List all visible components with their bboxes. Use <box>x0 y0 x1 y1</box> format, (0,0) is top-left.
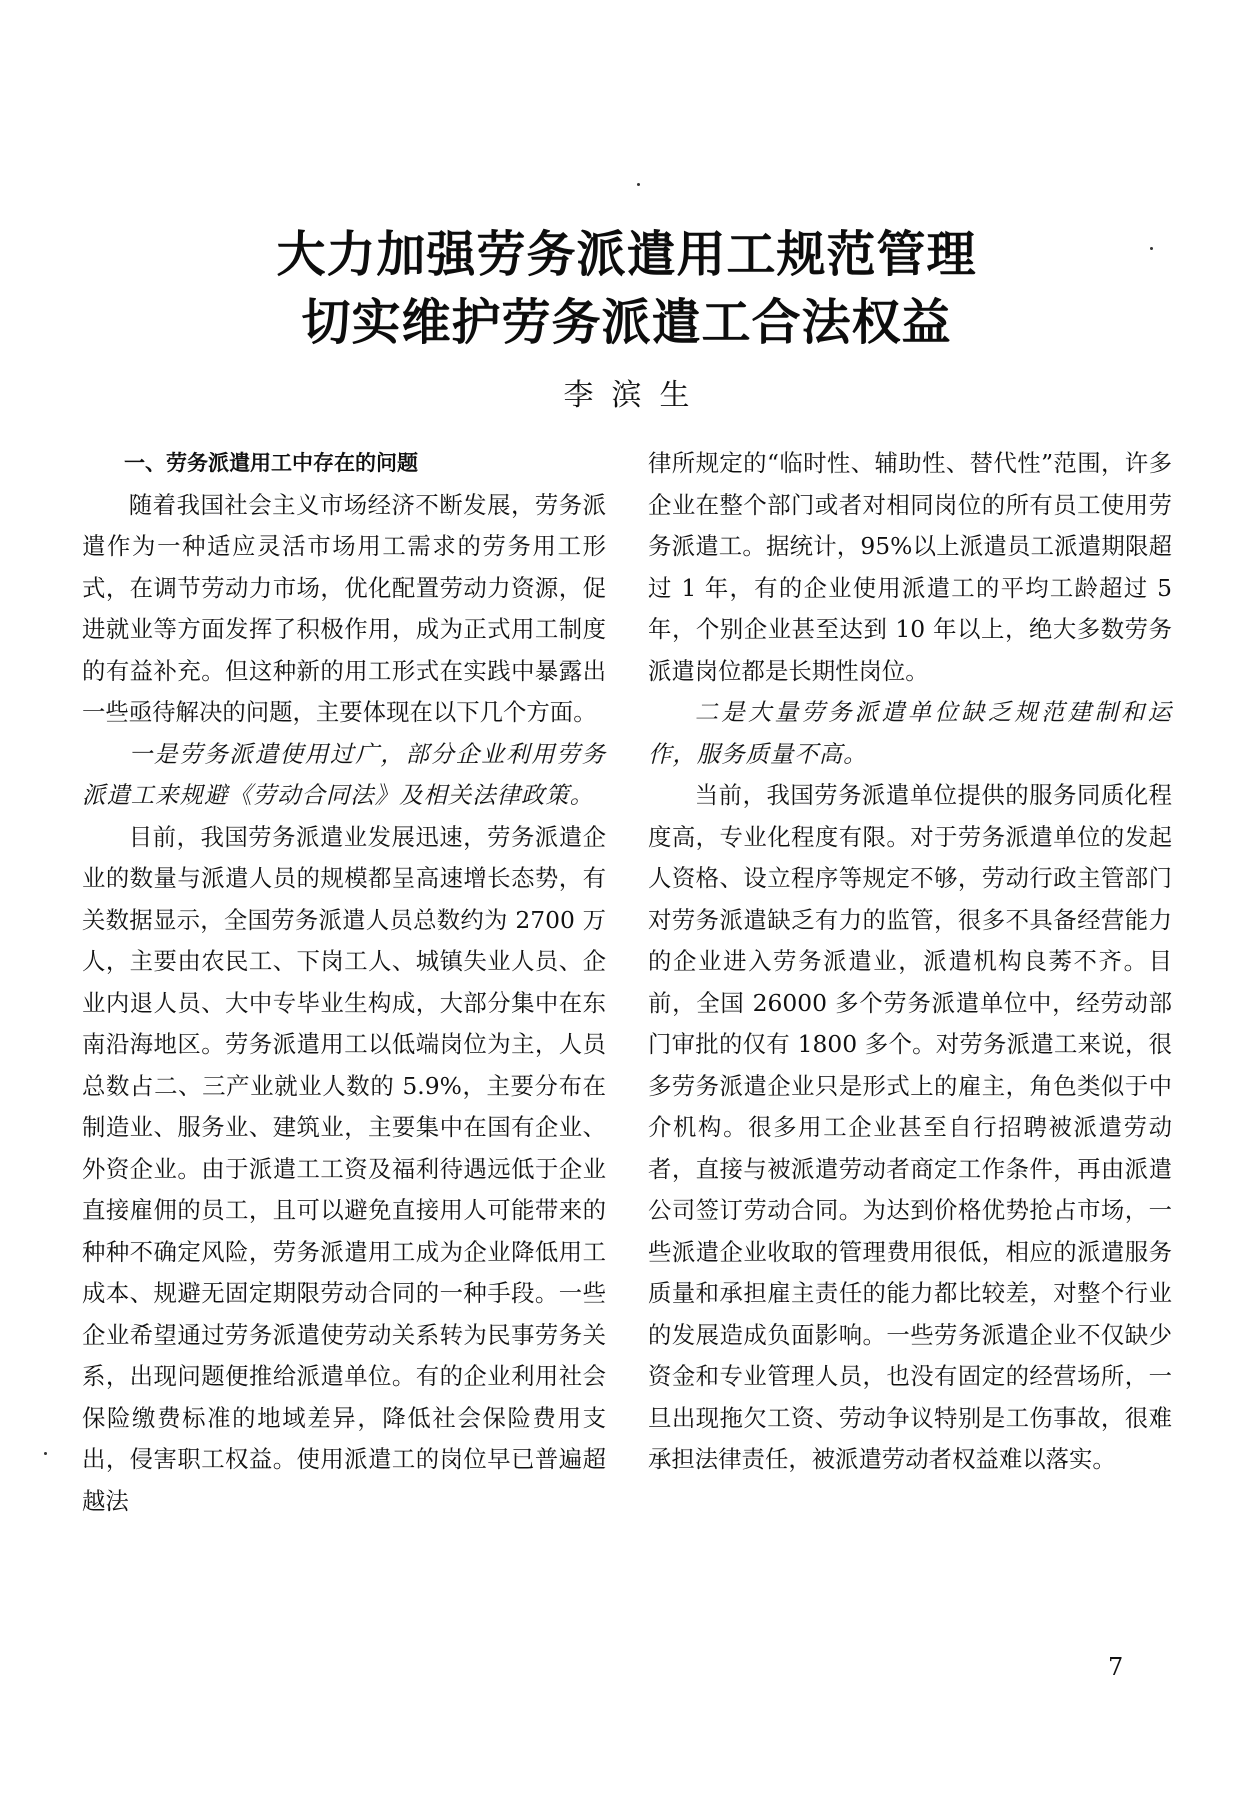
paragraph-continued: 律所规定的“临时性、辅助性、替代性”范围，许多企业在整个部门或者对相同岗位的所有员工使用劳务派遣工。据统计，95%以上派遣员工派遣期限超过 1 年，有的企业使用派遣工的平均工龄超过 5 年，个别企业甚至达到 10 年以上，绝大多数劳务派遣岗位都是长期性岗位。 <box>648 449 1172 685</box>
left-column <box>82 443 606 1522</box>
right-column <box>648 443 1172 1481</box>
point-two-heading: 二是大量劳务派遣单位缺乏规范建制和运作，服务质量不高。 <box>648 698 1172 768</box>
page-number: 7 <box>1108 1653 1124 1681</box>
section-heading: 一、劳务派遣用工中存在的问题 <box>124 451 418 475</box>
scan-speck <box>637 183 640 186</box>
article-title-line-2: 切实维护劳务派遣工合法权益 <box>301 294 952 351</box>
article-title-line-1: 大力加强劳务派遣用工规范管理 <box>276 226 977 283</box>
scan-speck <box>1150 247 1153 250</box>
scan-speck <box>44 1452 47 1455</box>
author-name: 李滨生 <box>563 378 708 413</box>
point-one-heading: 一是劳务派遣使用过广，部分企业利用劳务派遣工来规避《劳动合同法》及相关法律政策。 <box>82 739 606 809</box>
paragraph-intro: 随着我国社会主义市场经济不断发展，劳务派遣作为一种适应灵活市场用工需求的劳务用工形式，在调节劳动力市场，优化配置劳动力资源，促进就业等方面发挥了积极作用，成为正式用工制度的有益补充。但这种新的用工形式在实践中暴露出一些亟待解决的问题，主要体现在以下几个方面。 <box>82 490 606 726</box>
paragraph-current-status: 目前，我国劳务派遣业发展迅速，劳务派遣企业的数量与派遣人员的规模都呈高速增长态势，有关数据显示，全国劳务派遣人员总数约为 2700 万人，主要由农民工、下岗工人、城镇失业人员、企业内退人员、大中专毕业生构成，大部分集中在东南沿海地区。劳务派遣用工以低端岗位为主，人员总数占二、三产业就业人数的 5.9%，主要分布在制造业、服务业、建筑业，主要集中在国有企业、外资企业。由于派遣工工资及福利待遇远低于企业直接雇佣的员工，且可以避免直接用人可能带来的种种不确定风险，劳务派遣用工成为企业降低用工成本、规避无固定期限劳动合同的一种手段。一些企业希望通过劳务派遣使劳动关系转为民事劳务关系，出现问题便推给派遣单位。有的企业利用社会保险缴费标准的地域差异，降低社会保险费用支出，侵害职工权益。使用派遣工的岗位早已普遍超越法 <box>82 822 606 1515</box>
paragraph-agency-quality: 当前，我国劳务派遣单位提供的服务同质化程度高，专业化程度有限。对于劳务派遣单位的发起人资格、设立程序等规定不够，劳动行政主管部门对劳务派遣缺乏有力的监管，很多不具备经营能力的企业进入劳务派遣业，派遣机构良莠不齐。目前，全国 26000 多个劳务派遣单位中，经劳动部门审批的仅有 1800 多个。对劳务派遣工来说，很多劳务派遣企业只是形式上的雇主，角色类似于中介机构。很多用工企业甚至自行招聘被派遣劳动者，直接与被派遣劳动者商定工作条件，再由派遣公司签订劳动合同。为达到价格优势抢占市场，一些派遣企业收取的管理费用很低，相应的派遣服务质量和承担雇主责任的能力都比较差，对整个行业的发展造成负面影响。一些劳务派遣企业不仅缺少资金和专业管理人员，也没有固定的经营场所，一旦出现拖欠工资、劳动争议特别是工伤事故，很难承担法律责任，被派遣劳动者权益难以落实。 <box>648 781 1172 1473</box>
